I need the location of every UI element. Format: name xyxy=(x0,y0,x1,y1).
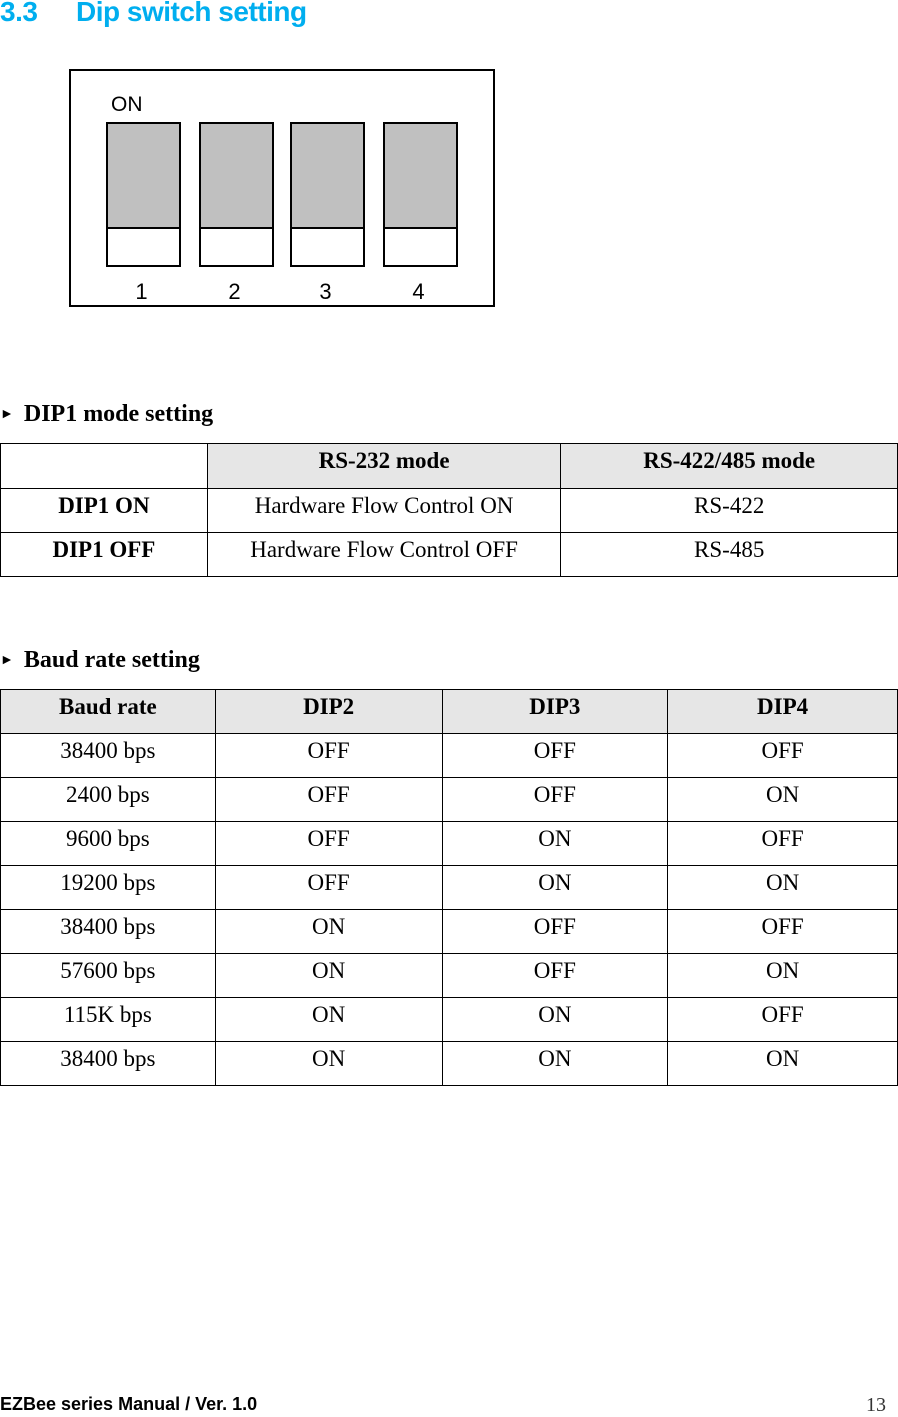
table-cell: RS-422 xyxy=(561,489,898,533)
table-cell: ON xyxy=(215,1042,442,1086)
baud-title-text: Baud rate setting xyxy=(23,647,200,673)
triangle-bullet-icon: ► xyxy=(0,407,14,422)
table-cell: OFF xyxy=(442,910,668,954)
table-cell: OFF xyxy=(668,734,898,778)
table-header-cell: DIP4 xyxy=(668,690,898,734)
table-cell: 9600 bps xyxy=(1,822,216,866)
table-cell: DIP1 OFF xyxy=(1,533,208,577)
on-label: ON xyxy=(111,93,143,116)
table-cell: OFF xyxy=(215,866,442,910)
footer-text: EZBee series Manual / Ver. 1.0 xyxy=(0,1394,258,1414)
table-cell: 115K bps xyxy=(1,998,216,1042)
table-cell: ON xyxy=(442,998,668,1042)
switch-number: 2 xyxy=(228,279,241,304)
table-header-row xyxy=(1,444,898,489)
baud-section-title xyxy=(0,647,200,674)
table-row xyxy=(1,998,898,1042)
table-cell: OFF xyxy=(442,954,668,998)
table-cell: ON xyxy=(442,822,668,866)
section-title: Dip switch setting xyxy=(76,0,307,27)
table-cell: 38400 bps xyxy=(1,1042,216,1086)
switch-number: 4 xyxy=(412,279,425,304)
table-cell: ON xyxy=(215,954,442,998)
table-cell: ON xyxy=(215,910,442,954)
table-row xyxy=(1,778,898,822)
table-header-cell: Baud rate xyxy=(1,690,216,734)
table-cell: 2400 bps xyxy=(1,778,216,822)
table-cell: DIP1 ON xyxy=(1,489,208,533)
table-cell: ON xyxy=(442,866,668,910)
table-row xyxy=(1,734,898,778)
table-header-cell: DIP3 xyxy=(442,690,668,734)
switch-number: 1 xyxy=(135,279,148,304)
dip1-section-title xyxy=(0,401,213,428)
table-header-cell xyxy=(1,444,208,489)
table-row xyxy=(1,489,898,533)
table-header-cell: RS-232 mode xyxy=(207,444,561,489)
table-cell: ON xyxy=(215,998,442,1042)
table-row xyxy=(1,866,898,910)
dip-switch-4 xyxy=(383,122,458,267)
table-row xyxy=(1,1042,898,1086)
table-cell: ON xyxy=(668,866,898,910)
page-number: 13 xyxy=(866,1394,886,1416)
table-cell: 38400 bps xyxy=(1,910,216,954)
table-header-cell: DIP2 xyxy=(215,690,442,734)
baud-rate-table xyxy=(0,689,898,1086)
table-cell: OFF xyxy=(215,778,442,822)
table-cell: OFF xyxy=(668,910,898,954)
table-cell: 57600 bps xyxy=(1,954,216,998)
table-row xyxy=(1,954,898,998)
dip1-table xyxy=(0,443,898,577)
table-cell: ON xyxy=(668,954,898,998)
table-cell: ON xyxy=(442,1042,668,1086)
table-cell: ON xyxy=(668,778,898,822)
section-number: 3.3 xyxy=(0,0,38,27)
table-cell: OFF xyxy=(442,778,668,822)
table-header-cell: RS-422/485 mode xyxy=(561,444,898,489)
section-heading xyxy=(0,0,307,28)
dip1-title-text: DIP1 mode setting xyxy=(23,401,214,427)
table-cell: OFF xyxy=(668,822,898,866)
table-cell: RS-485 xyxy=(561,533,898,577)
triangle-bullet-icon: ► xyxy=(0,653,14,668)
table-cell: ON xyxy=(668,1042,898,1086)
switch-number: 3 xyxy=(319,279,332,304)
table-cell: OFF xyxy=(215,822,442,866)
table-cell: OFF xyxy=(442,734,668,778)
dip-switch-3 xyxy=(290,122,365,267)
dip-switch-1 xyxy=(106,122,181,267)
table-row xyxy=(1,910,898,954)
table-cell: OFF xyxy=(668,998,898,1042)
table-header-row xyxy=(1,690,898,734)
table-cell: OFF xyxy=(215,734,442,778)
dip-switch-diagram xyxy=(69,69,495,307)
dip-switch-2 xyxy=(199,122,274,267)
table-cell: Hardware Flow Control OFF xyxy=(207,533,561,577)
table-row xyxy=(1,533,898,577)
table-cell: 38400 bps xyxy=(1,734,216,778)
table-cell: Hardware Flow Control ON xyxy=(207,489,561,533)
table-row xyxy=(1,822,898,866)
table-cell: 19200 bps xyxy=(1,866,216,910)
